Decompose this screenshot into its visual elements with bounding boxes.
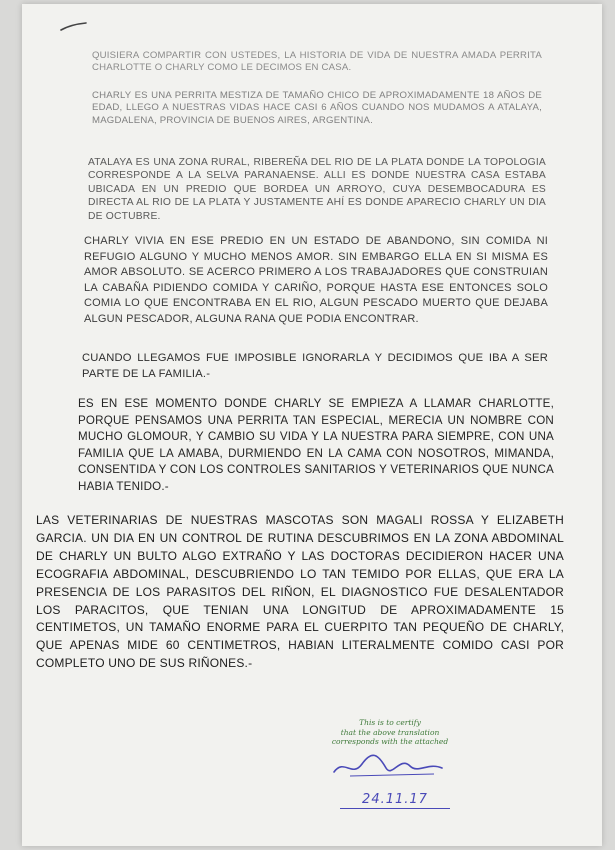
paragraph-charlotte-name: ES EN ESE MOMENTO DONDE CHARLY SE EMPIEZA A LLAMAR CHARLOTTE, PORQUE PENSAMOS UNA PERRITA TAN ESPECIAL, MERECIA UN NOMBRE CON MUCHO GLOMOUR, Y CAMBIO SU VIDA Y LA NUESTRA PARA SIEMPRE, CON UNA FAMILIA QUE LA AMABA, DURMIENDO EN LA CAMA CON NOSOTROS, MIMANDA, CONSENTIDA Y CON LOS CONTROLES SANITARIOS Y VETERINARIOS QUE NUNCA HABIA TENIDO.- [78, 397, 554, 493]
signature-icon [330, 748, 450, 782]
paragraph-intro: QUISIERA COMPARTIR CON USTEDES, LA HISTORIA DE VIDA DE NUESTRA AMADA PERRITA CHARLOTTE O CHARLY COMO LE DECIMOS EN CASA. [92, 50, 542, 74]
paragraph-arrival: CUANDO LLEGAMOS FUE IMPOSIBLE IGNORARLA Y DECIDIMOS QUE IBA A SER PARTE DE LA FAMILIA.- [82, 352, 548, 381]
paragraph-veterinarians: LAS VETERINARIAS DE NUESTRAS MASCOTAS SON MAGALI ROSSA Y ELIZABETH GARCIA. UN DIA EN UN CONTROL DE RUTINA DESCUBRIMOS EN LA ZONA ABDOMINAL DE CHARLY UN BULTO ALGO EXTRAÑO Y LAS DOCTORAS DECIDIERON HACER UNA ECOGRAFIA ABDOMINAL, DESCUBRIENDO LO TAN TEMIDO POR ELLAS, QUE ERA LA PRESENCIA DE LOS PARASITOS DEL RIÑON, EL DIAGNOSTICO FUE DESALENTADOR LOS PARACITOS, QUE TENIAN UNA LONGITUD DE APROXIMADAMENTE 15 CENTIMETOS, UN TAMAÑO ENORME PARA EL CUERPITO TAN PEQUEÑO DE CHARLY, QUE APENAS MIDE 60 CENTIMETROS, HABIAN LITERALMENTE COMIDO CASI POR COMPLETO UNO DE SUS RIÑONES.- [36, 513, 564, 671]
certification-date: 24.11.17 [340, 792, 450, 809]
document-page [22, 4, 602, 846]
pen-mark-icon [60, 22, 88, 32]
paragraph-atalaya: ATALAYA ES UNA ZONA RURAL, RIBEREÑA DEL RIO DE LA PLATA DONDE LA TOPOLOGIA CORRESPONDE A LA SELVA PARANAENSE. ALLI ES DONDE NUESTRA CASA ESTABA UBICADA EN UN PREDIO QUE BORDEA UN ARROYO, CUYA DESEMBOCADURA ES DIRECTA AL RIO DE LA PLATA Y JUSTAMENTE AHÍ ES DONDE APARECIO CHARLY UN DIA DE OCTUBRE. [88, 157, 546, 222]
certification-stamp [310, 718, 470, 747]
paragraph-charly-description: CHARLY ES UNA PERRITA MESTIZA DE TAMAÑO CHICO DE APROXIMADAMENTE 18 AÑOS DE EDAD, LLEGO A NUESTRAS VIDAS HACE CASI 6 AÑOS CUANDO NOS MUDAMOS A ATALAYA, MAGDALENA, PROVINCIA DE BUENOS AIRES, ARGENTINA. [92, 90, 542, 126]
paragraph-abandoned: CHARLY VIVIA EN ESE PREDIO EN UN ESTADO DE ABANDONO, SIN COMIDA NI REFUGIO ALGUNO Y MUCHO MENOS AMOR. SIN EMBARGO ELLA EN SI MISMA ES AMOR ABSOLUTO. SE ACERCO PRIMERO A LOS TRABAJADORES QUE CONSTRUIAN LA CABAÑA PIDIENDO COMIDA Y CARIÑO, PORQUE HASTA ESE ENTONCES SOLO COMIA LO QUE ENCONTRABA EN EL RIO, ALGUN PESCADO MUERTO QUE DEJABA ALGUN PESCADOR, ALGUNA RANA QUE PODIA ENCONTRAR. [84, 235, 548, 325]
certification-line: This is to certify [359, 718, 421, 727]
certification-line: corresponds with the attached [331, 737, 449, 747]
certification-line: that the above translation [340, 727, 440, 737]
